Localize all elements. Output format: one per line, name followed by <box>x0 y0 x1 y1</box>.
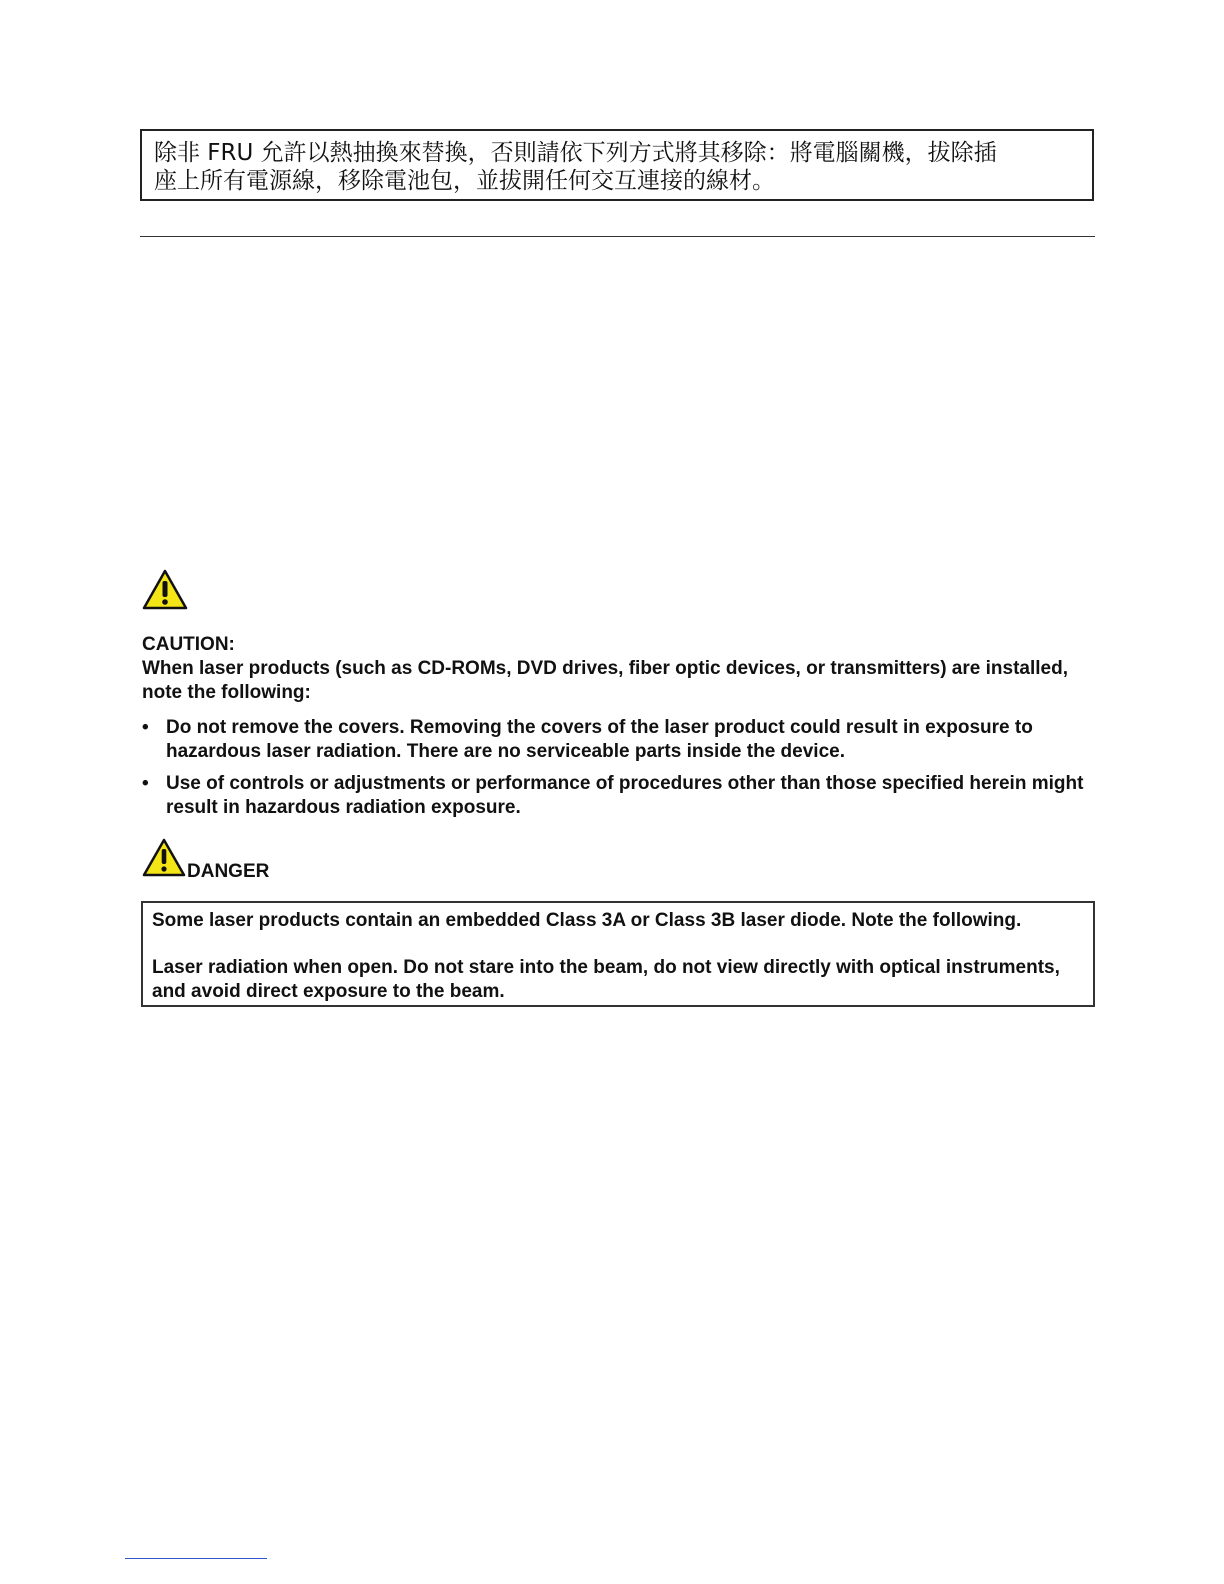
caution-intro: When laser products (such as CD-ROMs, DVD drives, fiber optic devices, or transmitters) are installed, note the following: <box>142 658 1068 703</box>
chinese-notice-line-2: 座上所有電源線，移除電池包，並拔開任何交互連接的線材。 <box>154 168 775 194</box>
footer-rule <box>125 1558 267 1559</box>
danger-box-line-2: Laser radiation when open. Do not stare into the beam, do not view directly with optical instruments, and avoid direct exposure to the beam. <box>152 957 1060 1002</box>
danger-heading: DANGER <box>187 861 270 882</box>
bullet-text: Use of controls or adjustments or performance of procedures other than those specified herein might result in hazardous radiation exposure. <box>166 773 1084 818</box>
caution-bullet-list <box>142 716 1087 828</box>
caution-heading: CAUTION: <box>142 634 235 655</box>
danger-box-line-1: Some laser products contain an embedded Class 3A or Class 3B laser diode. Note the following. <box>152 910 1022 931</box>
bullet-marker: • <box>142 773 149 794</box>
bullet-marker: • <box>142 717 149 738</box>
section-divider <box>140 236 1095 237</box>
warning-triangle-icon <box>142 568 188 610</box>
chinese-notice-line-1: 除非 FRU 允許以熱抽換來替換，否則請依下列方式將其移除：將電腦關機，拔除插 <box>154 140 997 166</box>
bullet-text: Do not remove the covers. Removing the covers of the laser product could result in exposure to hazardous laser radiation. There are no serviceable parts inside the device. <box>166 717 1033 762</box>
danger-notice-box <box>141 901 1095 1007</box>
list-item <box>142 716 1087 764</box>
warning-triangle-icon <box>142 837 186 877</box>
list-item <box>142 772 1087 820</box>
chinese-notice-box <box>140 129 1094 201</box>
